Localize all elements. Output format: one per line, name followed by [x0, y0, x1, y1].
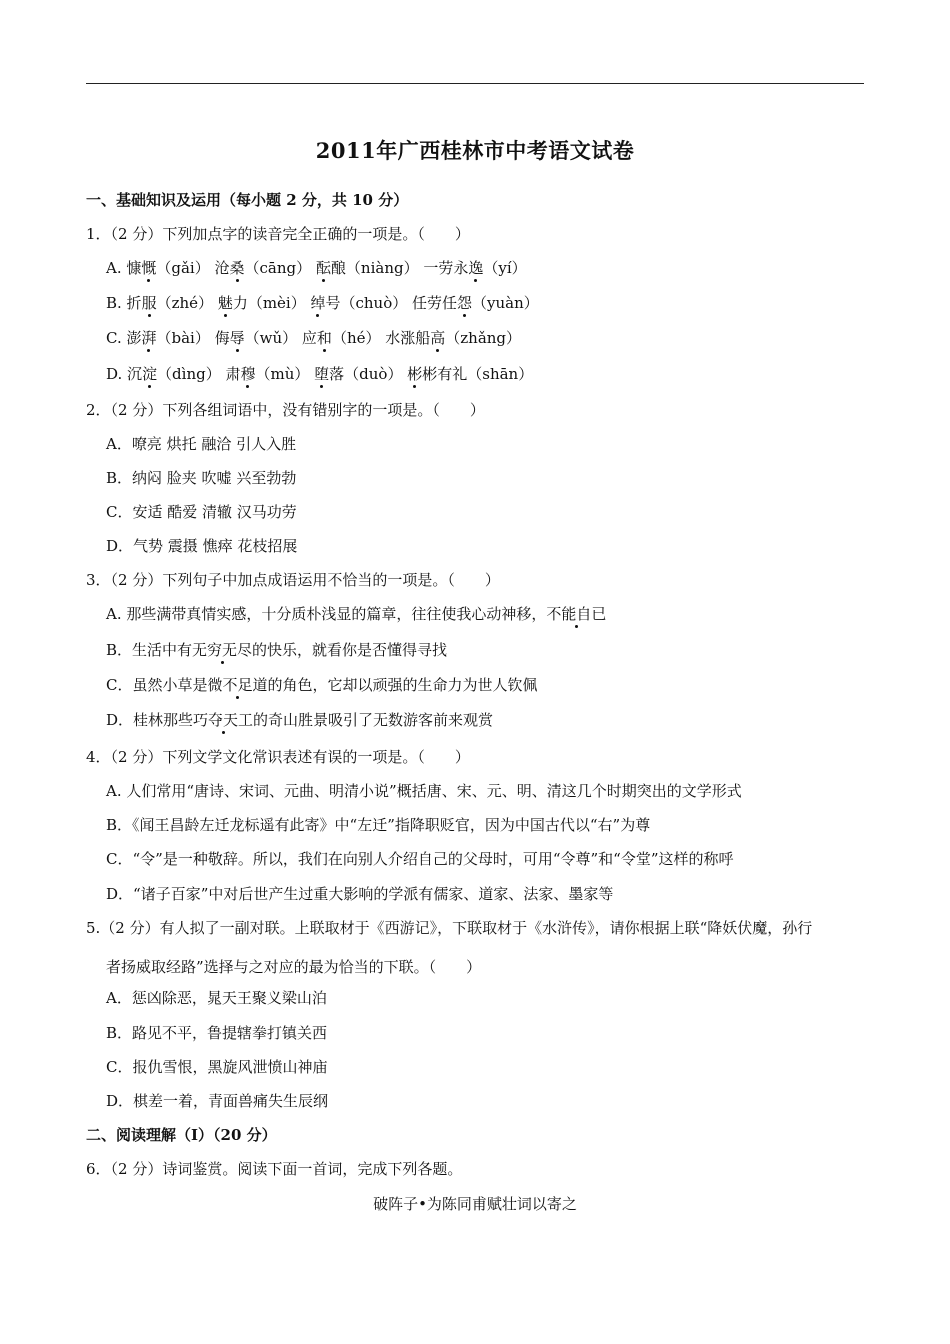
question-2-stem: 2．（2 分）下列各组词语中，没有错别字的一项是。（ ） — [86, 401, 485, 419]
question-3-stem: 3．（2 分）下列句子中加点成语运用不恰当的一项是。（ ） — [86, 571, 500, 589]
question-1-stem: 1．（2 分）下列加点字的读音完全正确的一项是。（ ） — [86, 225, 470, 243]
question-5-stem-line-1: 5.（2 分）有人拟了一副对联。上联取材于《西游记》，下联取材于《水浒传》，请你根据上联“降妖伏魔，孙行 — [86, 919, 813, 937]
question-4-option-c: C．“令”是一种敬辞。所以，我们在向别人介绍自己的父母时，可用“令尊”和“令堂”这样的称呼 — [106, 850, 734, 868]
question-4-option-b: B．《闻王昌龄左迁龙标遥有此寄》中“左迁”指降职贬官，因为中国古代以“右”为尊 — [106, 816, 651, 834]
question-3-option-d: D．桂林那些巧夺天工的奇山胜景吸引了无数游客前来观赏 — [106, 711, 494, 729]
question-5-option-a: A．惩凶除恶，晁天王聚义梁山泊 — [106, 989, 327, 1007]
question-5-option-d: D．棋差一着，青面兽痛失生辰纲 — [106, 1092, 329, 1110]
question-1-option-d: D. 沉淀（dìng） 肃穆（mù） 堕落（duò） 彬彬有礼（shān） — [106, 365, 534, 383]
question-2-option-a: A．嘹亮 烘托 融洽 引人入胜 — [106, 435, 297, 453]
question-5-option-c: C．报仇雪恨，黑旋风泄愤山神庙 — [106, 1058, 328, 1076]
question-5-stem-line-2: 者扬威取经路”选择与之对应的最为恰当的下联。（ ） — [106, 958, 482, 976]
section-heading-1: 一、基础知识及运用（每小题 2 分，共 10 分） — [86, 191, 409, 209]
question-1-option-a: A. 慷慨（gǎi） 沧桑（cāng） 酝酿（niàng） 一劳永逸（yí） — [106, 259, 527, 277]
question-4-option-a: A. 人们常用“唐诗、宋词、元曲、明清小说”概括唐、宋、元、明、清这几个时期突出的文学形式 — [106, 782, 742, 800]
question-2-option-d: D．气势 震摄 憔瘁 花枝招展 — [106, 537, 298, 555]
question-2-option-c: C．安适 酷爱 清辙 汉马功劳 — [106, 503, 297, 521]
question-2-option-b: B．纳闷 脸夹 吹嘘 兴至勃勃 — [106, 469, 297, 487]
question-1-option-b: B. 折服（zhé） 魅力（mèi） 绰号（chuò） 任劳任怨（yuàn） — [106, 294, 539, 312]
question-4-option-d: D．“诸子百家”中对后世产生过重大影响的学派有儒家、道家、法家、墨家等 — [106, 885, 614, 903]
page-title: 2011年广西桂林市中考语文试卷 — [315, 138, 635, 163]
question-3-option-c: C．虽然小草是微不足道的角色，它却以顽强的生命力为世人钦佩 — [106, 676, 538, 694]
header-rule — [86, 83, 864, 84]
section-heading-2: 二、阅读理解（Ⅰ）（20 分） — [86, 1126, 277, 1144]
question-4-stem: 4．（2 分）下列文学文化常识表述有误的一项是。（ ） — [86, 748, 470, 766]
question-3-option-a: A. 那些满带真情实感，十分质朴浅显的篇章，往往使我心动神移，不能自已 — [106, 605, 607, 623]
question-5-option-b: B．路见不平，鲁提辖拳打镇关西 — [106, 1024, 328, 1042]
question-1-option-c: C. 澎湃（bài） 侮辱（wǔ） 应和（hé） 水涨船高（zhǎng） — [106, 329, 522, 347]
question-3-option-b: B．生活中有无穷无尽的快乐，就看你是否懂得寻找 — [106, 641, 448, 659]
poem-title: 破阵子•为陈同甫赋壮词以寄之 — [373, 1195, 577, 1213]
question-6-stem: 6．（2 分）诗词鉴赏。阅读下面一首词，完成下列各题。 — [86, 1160, 463, 1178]
